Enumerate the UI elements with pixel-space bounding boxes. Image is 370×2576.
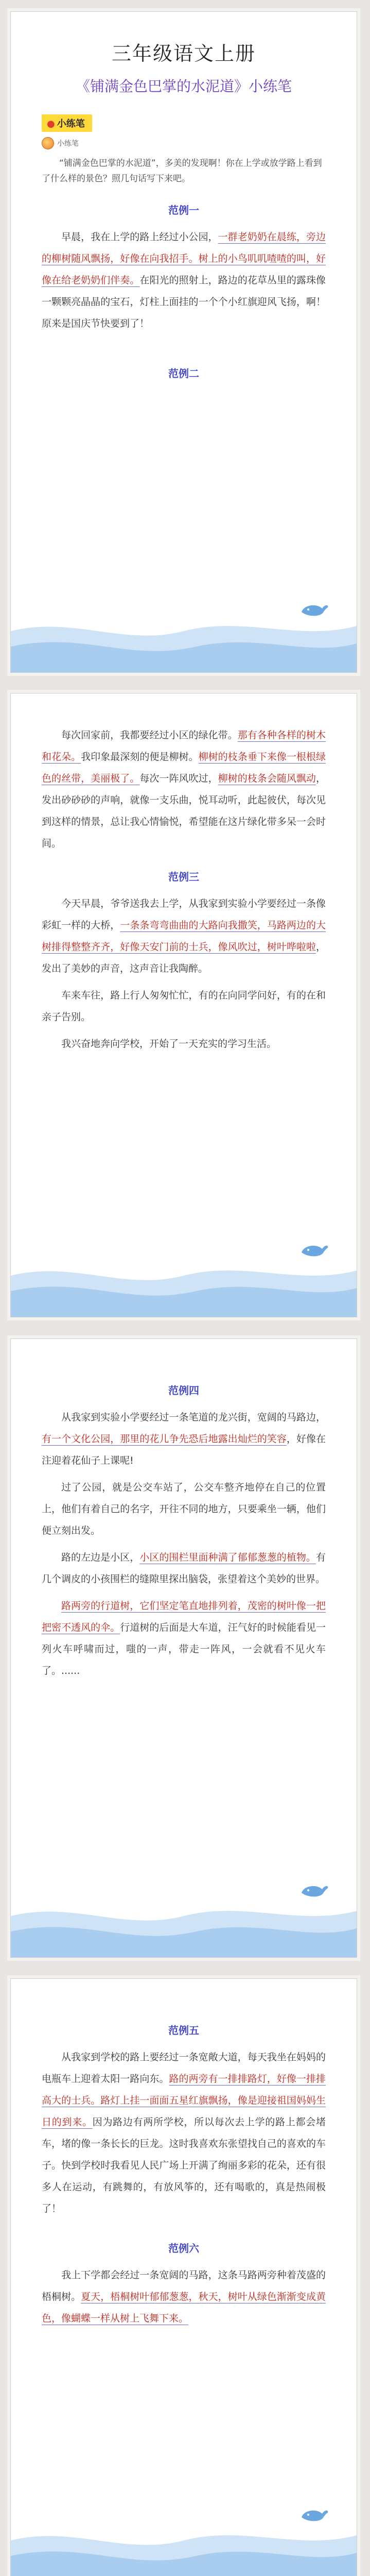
wave-decoration <box>11 1255 357 1317</box>
section-5-body <box>42 2046 326 2219</box>
highlighted-text: 那有各种各样的树木和花朵。 <box>42 730 326 762</box>
intro-text: “铺满金色巴掌的水泥道”，多美的发现啊！你在上学或放学路上看到了什么样的景色？照几句话写下来吧。 <box>42 158 322 184</box>
paragraph <box>42 226 326 334</box>
paragraph-text: 行道树的后面是大车道，汪气好的时候能看见一列火车呼啸而过，嗤的一声，带走一阵风，一会就看不见火车了。...... <box>42 1622 326 1676</box>
highlighted-text: 路两旁的行道树，它们坚定笔直地排列着，茂密的树叶像一把把密不透风的伞。 <box>42 1600 326 1633</box>
paragraph <box>42 1406 326 1471</box>
paragraph-text: 从我家到学校的路上要经过一条宽敞大道，每天我坐在妈妈的电瓶车上迎着太阳一路向东。 <box>42 2052 326 2084</box>
paragraph-text: 每次一阵风吹过， <box>139 773 218 784</box>
paragraph <box>42 1595 326 1682</box>
paragraph <box>42 1033 326 1055</box>
card-4 <box>10 1978 357 2576</box>
paragraph-text: 路的左边是小区， <box>61 1552 140 1563</box>
section-head-6: 范例六 <box>168 2242 199 2255</box>
section-1-body <box>42 226 326 334</box>
card-3 <box>10 1338 357 1958</box>
paragraph-text: 因为路边有两所学校，所以每次去上学的路上都会堵车，堵的像一条长长的巨龙。这时我喜欢东张望找自己的喜欢的车子。快到学校时我看见人民广场上开满了绚丽多彩的花朵，还有很多人在运动，有跳舞的，有放风筝的，还有喝歌的，真是热闹极了！ <box>42 2116 326 2214</box>
wave-decoration <box>11 2520 357 2576</box>
card-2 <box>10 693 357 1317</box>
wave-decoration <box>11 1895 357 1957</box>
card-1 <box>10 11 357 673</box>
section-head-1: 范例一 <box>168 204 199 216</box>
author-name: 小练笔 <box>57 140 79 148</box>
paragraph-text: ，发出砂砂砂的声响，就像一支乐曲，悦耳动听，此起彼伏，每次见到这样的情景，总让我心情愉悦，希望能在这片绿化带多呆一会时间。 <box>42 773 326 849</box>
whale-icon <box>299 1240 330 1262</box>
paragraph-text: ，好像在注迎着花仙子上课呢! <box>42 1433 326 1466</box>
paragraph-text: 在阳光的照射上，路边的花草丛里的露珠像一颗颗亮晶晶的宝石，灯柱上面挂的一个个小红旗迎风飞扬，啊！原来是国庆节快要到了！ <box>42 275 326 329</box>
highlighted-text: 有一个文化公园，那里的花儿争先恐后地露出灿烂的笑容 <box>42 1433 287 1445</box>
paragraph-text: 早晨，我在上学的路上经过小公园， <box>61 231 218 243</box>
highlighted-text: 一群老奶奶在晨练，旁边的柳树随风飘扬，好像在向我招手。树上的小鸟叽叽喳喳的叫，好像在给老奶奶们伴奏。 <box>42 231 326 286</box>
paragraph <box>42 724 326 854</box>
paragraph-text: 我上下学都会经过一条宽阔的马路，这条马路两旁种着茂盛的梧桐树。 <box>42 2269 326 2302</box>
paragraph-text: 从我家到实验小学要经过一条笔道的龙兴街，宽阔的马路边， <box>61 1412 326 1423</box>
highlighted-text: 夏天，梧桐树叶郁郁葱葱，秋天，树叶从绿色渐渐变成黄色，像蝴蝶一样从树上飞舞下来。 <box>42 2291 326 2324</box>
whale-icon <box>299 599 330 622</box>
paragraph <box>42 985 326 1028</box>
document-subtitle: 《铺满金色巴掌的水泥道》小练笔 <box>75 78 292 95</box>
section-4-body <box>42 1406 326 1682</box>
tag-row <box>42 114 326 132</box>
paragraph <box>42 2264 326 2329</box>
paragraph-text: 有几个调皮的小孩围栏的缝隙里探出脑袋，张望着这个美妙的世界。 <box>42 1552 326 1585</box>
paragraph-text: 今天早晨，爷爷送我去上学，从我家到实验小学要经过一条像彩虹一样的大桥， <box>42 898 326 931</box>
section-6-body-part1 <box>42 2264 326 2329</box>
section-head-3: 范例三 <box>168 871 199 883</box>
pin-icon: ● <box>47 118 55 129</box>
whale-icon <box>299 1880 330 1903</box>
paragraph-text: 我印象最深刻的便是柳树。 <box>81 751 199 762</box>
paragraph <box>42 1477 326 1541</box>
paragraph <box>42 893 326 979</box>
paragraph <box>42 1547 326 1590</box>
document-title: 三年级语文上册 <box>111 42 256 65</box>
paragraph-text: 每次回家前，我都要经过小区的绿化带。 <box>61 730 238 741</box>
section-3-body <box>42 893 326 1055</box>
highlighted-text: 柳树的枝条会随风飘动 <box>218 773 316 784</box>
author-avatar <box>42 137 54 149</box>
highlighted-text: 一条条弯弯曲曲的大路向我撒笑，马路两边的大树排得整整齐齐，好像天安门前的士兵，像风吹过，树叶哗啦啦 <box>42 920 326 953</box>
paragraph <box>42 2046 326 2219</box>
highlighted-text: 路的两旁有一排排路灯，好像一排排高大的士兵。路灯上挂一面面五星红旗飘扬，像是迎接祖国妈妈生日的到来。 <box>42 2073 326 2128</box>
paragraph-text: 过了公园，就是公交车站了，公交车整齐地停在自己的位置上，他们有着自己的名字，开往不同的地方，只要乘坐一辆，他们便立刻出发。 <box>42 1482 326 1536</box>
highlighted-text: 柳树的枝条垂下来像一根根绿色的丝带，美丽极了。 <box>42 751 326 784</box>
paragraph-text: 我兴奋地奔向学校，开始了一天充实的学习生活。 <box>61 1038 277 1049</box>
section-head-5: 范例五 <box>168 2024 199 2037</box>
whale-icon <box>299 2504 330 2527</box>
section-2-body <box>42 724 326 854</box>
author-row <box>42 137 326 149</box>
paragraph-text: 车来车往，路上行人匆匆忙忙，有的在向同学问好，有的在和亲子告别。 <box>42 990 326 1023</box>
section-head-2: 范例二 <box>168 367 199 380</box>
highlighted-text: 小区的围栏里面种满了郁郁葱葱的植物。 <box>139 1552 316 1563</box>
tag-badge <box>42 114 92 132</box>
tag-label: 小练笔 <box>57 118 85 129</box>
paragraph-text: ，发出了美妙的声音，这声音让我陶醉。 <box>42 941 326 974</box>
section-head-4: 范例四 <box>168 1384 199 1397</box>
